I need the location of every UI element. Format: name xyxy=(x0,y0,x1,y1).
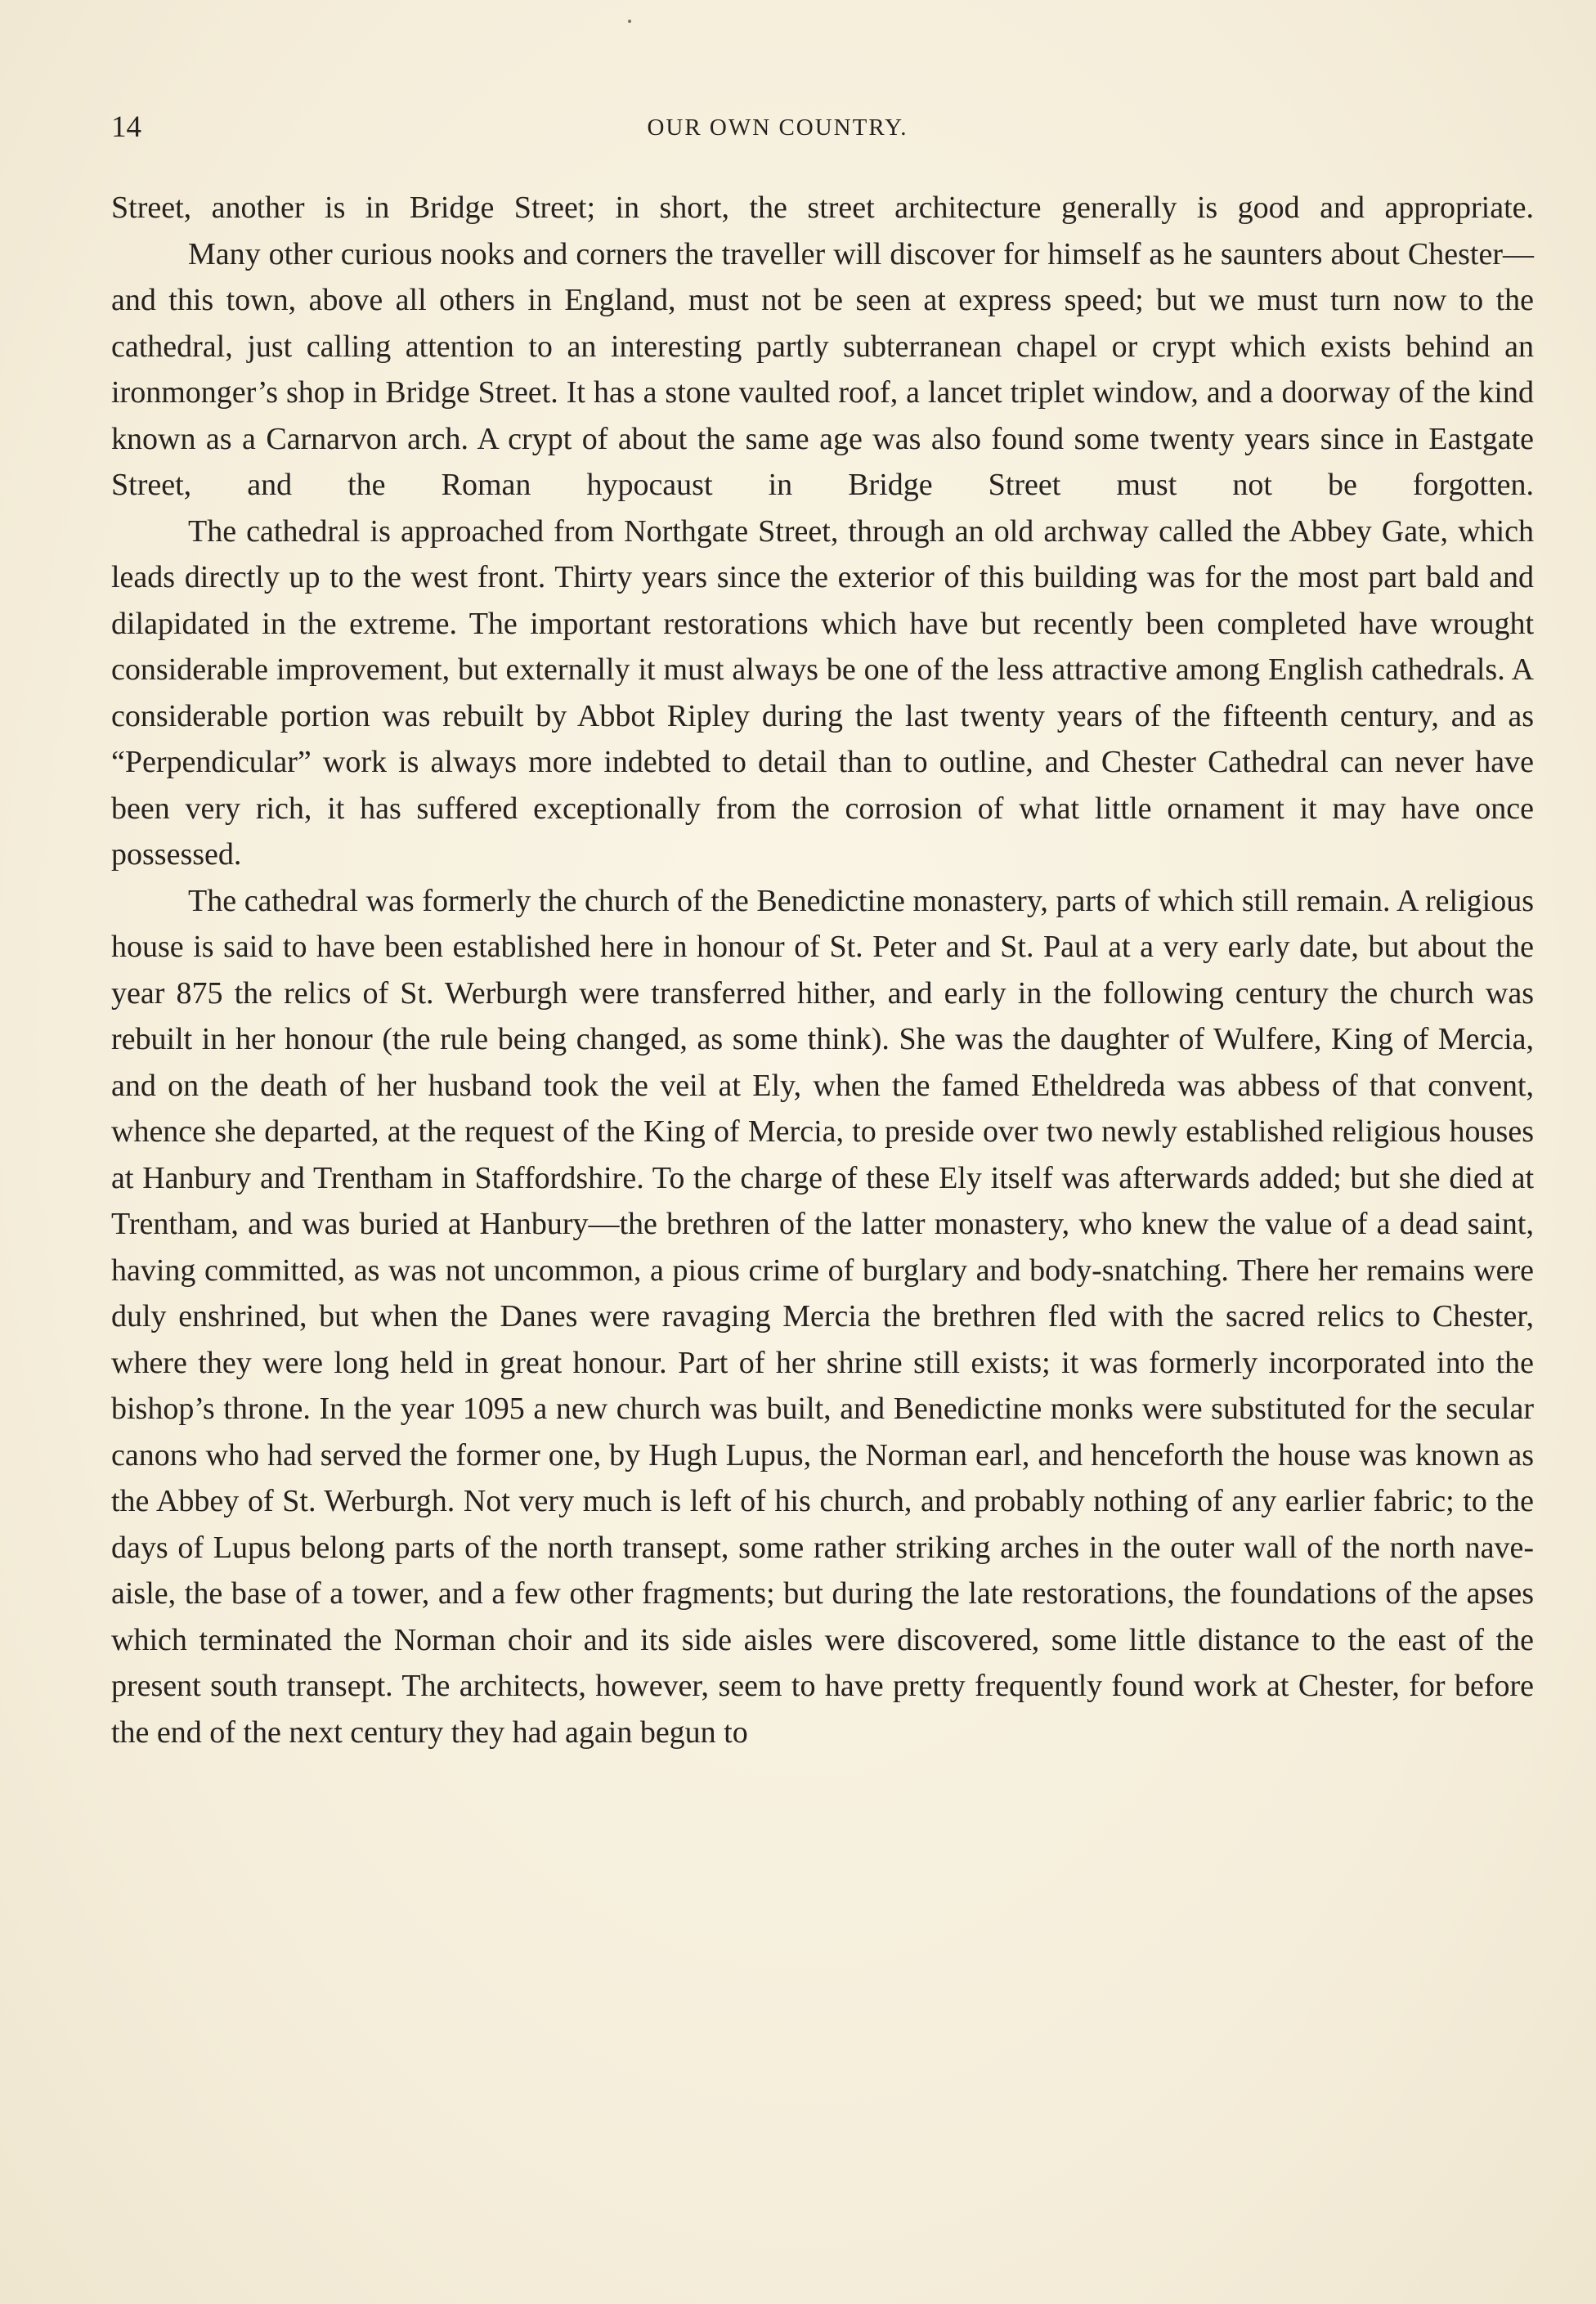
page-header xyxy=(111,106,1534,149)
running-title: OUR OWN COUNTRY. xyxy=(647,114,908,141)
body-text xyxy=(111,185,1534,1755)
paragraph-cathedral-approach: The cathedral is approached from Northgate Street, through an old archway called the Abbey Gate, which leads directly up to the west front. Thirty years since the exterior of this building was for the most part bald and dilapidated in the extreme. The important restorations which have but recently been completed have wrought considerable improvement, but externally it must always be one of the less attractive among English cathedrals. A considerable portion was rebuilt by Abbot Ripley during the last twenty years of the fifteenth century, and as “Perpendicular” work is always more indebted to detail than to outline, and Chester Cathedral can never have been very rich, it has suffered exceptionally from the corrosion of what little ornament it may have once possessed. xyxy=(111,513,1534,872)
page-number: 14 xyxy=(111,110,141,144)
paragraph-nooks-and-corners: Many other curious nooks and corners the traveller will discover for himself as he saunters about Chester—and this town, above all others in England, must not be seen at express speed; but we must turn now to the cathedral, just calling attention to an interesting partly subterranean chapel or crypt which exists behind an ironmonger’s shop in Bridge Street. It has a stone vaulted roof, a lancet triplet window, and a doorway of the kind known as a Carnarvon arch. A crypt of about the same age was also found some twenty years since in Eastgate Street, and the Roman hypocaust in Bridge Street must not be forgotten. xyxy=(111,236,1534,502)
paragraph-cathedral-history: The cathedral was formerly the church of the Benedictine monastery, parts of which still remain. A religious house is said to have been established here in honour of St. Peter and St. Paul at a very early date, but about the year 875 the relics of St. Werburgh were transferred hither, and early in the following century the church was rebuilt in her honour (the rule being changed, as some think). She was the daughter of Wulfere, King of Mercia, and on the death of her husband took the veil at Ely, when the famed Etheldreda was abbess of that convent, whence she departed, at the request of the King of Mercia, to preside over two newly established religious houses at Hanbury and Trentham in Staffordshire. To the charge of these Ely itself was afterwards added; but she died at Trentham, and was buried at Hanbury—the brethren of the latter monastery, who knew the value of a dead saint, having committed, as was not uncommon, a pious crime of burglary and body-snatching. There her remains were duly enshrined, but when the Danes were ravaging Mercia the brethren fled with the sacred relics to Chester, where they were long held in great honour. Part of her shrine still exists; it was formerly incorporated into the bishop’s throne. In the year 1095 a new church was built, and Benedictine monks were substituted for the secular canons who had served the former one, by Hugh Lupus, the Norman earl, and henceforth the house was known as the Abbey of St. Werburgh. Not very much is left of his church, and probably nothing of any earlier fabric; to the days of Lupus belong parts of the north transept, some rather striking arches in the outer wall of the north nave-aisle, the base of a tower, and a few other fragments; but during the late restorations, the foundations of the apses which terminated the Norman choir and its side aisles were discovered, some little distance to the east of the present south transept. The architects, however, seem to have pretty frequently found work at Chester, for before the end of the next century they had again begun to xyxy=(111,883,1534,1750)
printer-mark xyxy=(628,20,631,23)
paragraph-continued: Street, another is in Bridge Street; in short, the street architecture generally is good and appropriate. xyxy=(111,191,1534,225)
